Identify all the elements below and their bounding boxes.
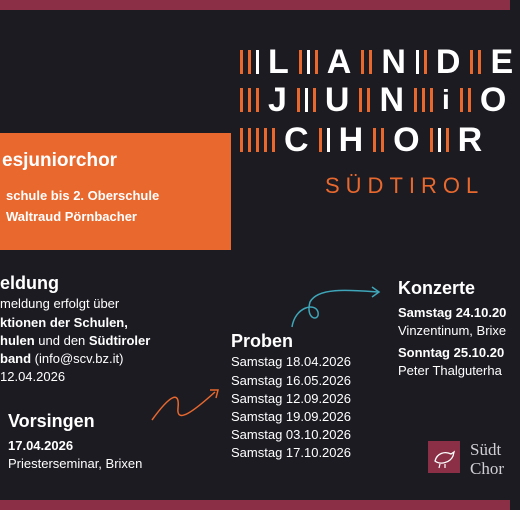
logo-letter: O bbox=[393, 121, 420, 159]
anmeldung-heading: eldung bbox=[0, 273, 59, 293]
anmeldung-deadline: 12.04.2026 bbox=[0, 369, 66, 384]
logo-letter: J bbox=[268, 81, 287, 119]
logo-row-3 bbox=[240, 120, 520, 160]
top-band bbox=[0, 0, 510, 10]
logo-letter: U bbox=[324, 81, 350, 119]
anmeldung-line-3 bbox=[0, 333, 150, 348]
logo-letter: D bbox=[435, 43, 461, 81]
footer-logo-name-2: Chor bbox=[470, 459, 504, 478]
proben-date: Samstag 19.09.2026 bbox=[231, 409, 351, 424]
footer-logo-name-1: Südt bbox=[470, 440, 502, 459]
logo-letter: N bbox=[381, 43, 406, 81]
bird-icon bbox=[428, 441, 460, 473]
arrow-doodle-right bbox=[290, 282, 385, 332]
logo-letter: H bbox=[338, 121, 364, 159]
vorsingen-date: 17.04.2026 bbox=[8, 438, 74, 453]
logo-letter: N bbox=[379, 81, 405, 119]
info-box bbox=[0, 133, 231, 250]
anmeldung-email: (info@scv.bz.it) bbox=[31, 351, 124, 366]
logo-letter: O bbox=[479, 81, 507, 119]
proben-date: Samstag 12.09.2026 bbox=[231, 391, 351, 406]
logo-letter: i bbox=[442, 84, 450, 115]
arrow-doodle-left bbox=[150, 380, 230, 430]
anmeldung-line-4-bold: band bbox=[0, 351, 32, 366]
logo-row-1 bbox=[240, 42, 520, 82]
vorsingen-place: Priesterseminar, Brixen bbox=[8, 456, 143, 471]
proben-heading: Proben bbox=[231, 331, 294, 351]
logo-letter: L bbox=[268, 43, 289, 81]
logo-letter: A bbox=[326, 43, 352, 81]
concert-1-place: Vinzentinum, Brixe bbox=[398, 323, 507, 338]
anmeldung-line-4 bbox=[0, 351, 123, 366]
proben-date: Samstag 16.05.2026 bbox=[231, 373, 351, 388]
info-box-title: esjuniorchor bbox=[2, 150, 118, 171]
logo-subtitle: SÜDTIROL bbox=[325, 173, 485, 198]
proben-date: Samstag 17.10.2026 bbox=[231, 445, 351, 460]
bottom-band bbox=[0, 500, 510, 510]
logo-letter: R bbox=[457, 121, 483, 159]
logo-letter: C bbox=[284, 121, 309, 159]
vorsingen-heading: Vorsingen bbox=[8, 411, 95, 431]
logo-row-2 bbox=[240, 80, 520, 120]
logo-letter: E bbox=[490, 43, 514, 81]
info-box-line-1: schule bis 2. Oberschule bbox=[6, 188, 160, 203]
proben-date: Samstag 03.10.2026 bbox=[231, 427, 351, 442]
concert-2-date: Sonntag 25.10.20 bbox=[398, 345, 505, 360]
anmeldung-line-2: ktionen der Schulen, bbox=[0, 315, 128, 330]
concert-2-place: Peter Thalguterha bbox=[398, 363, 502, 378]
anmeldung-line-3-plain: und den bbox=[34, 333, 89, 348]
anmeldung-line-3-bold-b: Südtiroler bbox=[88, 333, 151, 348]
anmeldung-line-3-bold-a: hulen bbox=[0, 333, 35, 348]
concert-1-date: Samstag 24.10.20 bbox=[398, 305, 507, 320]
konzerte-heading: Konzerte bbox=[398, 278, 476, 298]
proben-date: Samstag 18.04.2026 bbox=[231, 354, 351, 369]
info-box-line-2: Waltraud Pörnbacher bbox=[6, 209, 137, 224]
anmeldung-line-1: meldung erfolgt über bbox=[0, 296, 120, 311]
